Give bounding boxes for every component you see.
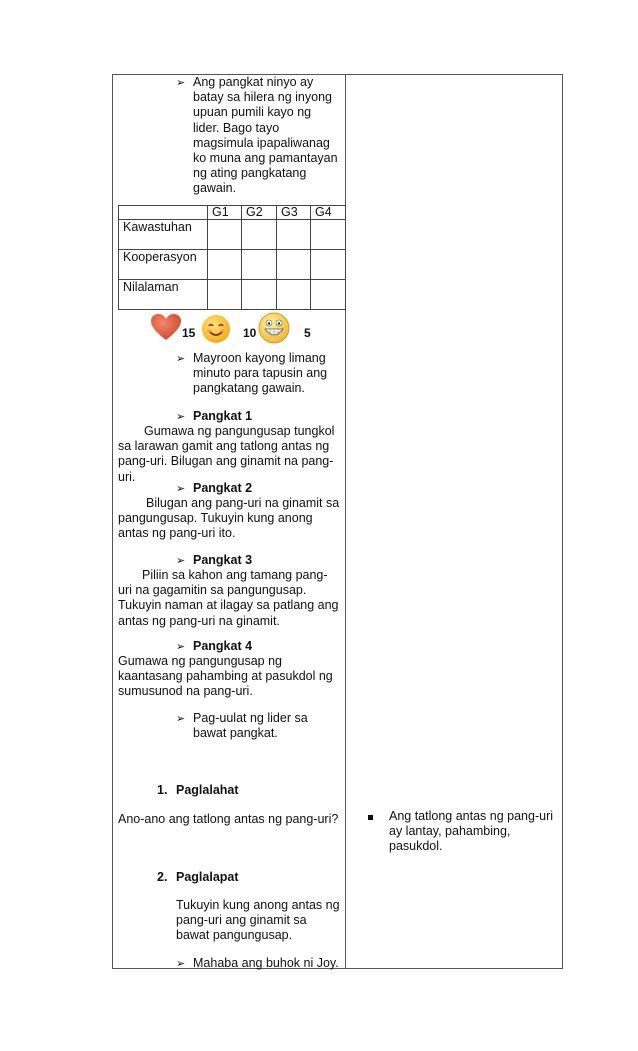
rubric-cell xyxy=(311,220,346,250)
intro-line: ko muna ang pamantayan xyxy=(193,151,338,166)
rubric-cell xyxy=(311,250,346,280)
heart-score: 15 xyxy=(182,326,196,340)
rubric-cell xyxy=(277,250,311,280)
intro-line: batay sa hilera ng inyong xyxy=(193,90,332,105)
rubric-header-cell: G4 xyxy=(311,206,346,220)
group-4-title: Pangkat 4 xyxy=(193,639,253,653)
report-line: bawat pangkat. xyxy=(193,726,278,741)
answer-text xyxy=(389,809,559,855)
group-4-text xyxy=(118,654,343,700)
answer-line: pasukdol. xyxy=(389,839,443,854)
arrow-bullet-icon: ➢ xyxy=(176,411,186,423)
rubric-table xyxy=(118,205,346,310)
arrow-bullet-icon: ➢ xyxy=(176,958,186,970)
arrow-bullet-icon: ➢ xyxy=(176,555,186,567)
rubric-header-cell xyxy=(119,206,208,220)
rubric-cell xyxy=(311,280,346,310)
section-2-number: 2. xyxy=(157,870,168,884)
group-3-text xyxy=(118,568,343,629)
rubric-row xyxy=(119,280,346,310)
group-3-title: Pangkat 3 xyxy=(193,553,253,567)
group-1-title: Pangkat 1 xyxy=(193,409,253,423)
rubric-criterion: Nilalaman xyxy=(119,280,208,310)
rubric-row xyxy=(119,250,346,280)
group-line: antas ng pang-uri na ginamit. xyxy=(118,613,280,628)
group-line: pangungusap. Tukuyin kung anong xyxy=(118,511,313,526)
time-note-line: minuto para tapusin ang xyxy=(193,366,328,381)
intro-line: magsimula ipapaliwanag xyxy=(193,135,330,150)
section-2-line: Tukuyin kung anong antas ng xyxy=(176,898,340,912)
rubric-cell xyxy=(242,250,277,280)
smile-emoji-icon xyxy=(201,314,231,344)
group-line: antas ng pang-uri ito. xyxy=(118,526,236,541)
group-line: Tukuyin naman at ilagay sa patlang ang xyxy=(118,598,339,613)
group-line: Bilugan ang pang-uri na ginamit sa xyxy=(146,496,340,510)
intro-line: upuan pumili kayo ng xyxy=(193,105,312,120)
group-line: kaantasang pahambing at pasukdol ng xyxy=(118,669,333,684)
rubric-criterion: Kooperasyon xyxy=(119,250,208,280)
rubric-cell xyxy=(242,220,277,250)
section-1-title: Paglalahat xyxy=(176,783,239,797)
group-line: sumusunod na pang-uri. xyxy=(118,684,253,699)
square-bullet-icon xyxy=(368,815,373,820)
group-line: pang-uri. Bilugan ang ginamit na pang- xyxy=(118,454,334,469)
group-line: Gumawa ng pangungusap tungkol xyxy=(144,424,335,438)
heart-icon xyxy=(150,313,182,341)
intro-line: ng ating pangkatang xyxy=(193,166,307,181)
time-note xyxy=(193,351,343,397)
intro-line: Ang pangkat ninyo ay xyxy=(193,75,314,89)
arrow-bullet-icon: ➢ xyxy=(176,713,186,725)
arrow-bullet-icon: ➢ xyxy=(176,641,186,653)
arrow-bullet-icon: ➢ xyxy=(176,353,186,365)
grin-emoji-icon xyxy=(258,312,290,344)
group-line: sa larawan gamit ang tatlong antas ng xyxy=(118,439,330,454)
rubric-header-row xyxy=(119,206,346,220)
rubric-cell xyxy=(277,220,311,250)
rubric-cell xyxy=(242,280,277,310)
rubric-header-cell: G3 xyxy=(277,206,311,220)
section-2-title: Paglalapat xyxy=(176,870,239,884)
arrow-bullet-icon: ➢ xyxy=(176,77,186,89)
report-line: Pag-uulat ng lider sa xyxy=(193,711,308,725)
section-1-question: Ano-ano ang tatlong antas ng pang-uri? xyxy=(118,812,339,826)
section-2-line: bawat pangungusap. xyxy=(176,928,293,943)
section-2-text xyxy=(176,898,344,944)
group-line: Piliin sa kahon ang tamang pang- xyxy=(142,568,328,582)
intro-text xyxy=(193,75,343,197)
rubric-row xyxy=(119,220,346,250)
rubric-header-cell: G2 xyxy=(242,206,277,220)
group-line: uri. xyxy=(118,469,136,484)
time-note-line: pangkatang gawain. xyxy=(193,381,305,396)
rubric-header-cell: G1 xyxy=(208,206,242,220)
intro-line: gawain. xyxy=(193,181,237,196)
group-2-text xyxy=(118,496,343,542)
rubric-cell xyxy=(208,280,242,310)
report-text xyxy=(193,711,343,741)
group-line: Gumawa ng pangungusap ng xyxy=(118,654,283,668)
smile-score: 10 xyxy=(243,326,257,340)
section-2-line: pang-uri ang ginamit sa xyxy=(176,913,307,928)
last-item: Mahaba ang buhok ni Joy. xyxy=(193,956,339,970)
group-2-title: Pangkat 2 xyxy=(193,481,253,495)
rubric-cell xyxy=(208,250,242,280)
answer-line: Ang tatlong antas ng pang-uri xyxy=(389,809,554,823)
arrow-bullet-icon: ➢ xyxy=(176,483,186,495)
rubric-criterion: Kawastuhan xyxy=(119,220,208,250)
rubric-cell xyxy=(208,220,242,250)
group-1-text xyxy=(118,424,343,485)
time-note-line: Mayroon kayong limang xyxy=(193,351,326,365)
section-1-number: 1. xyxy=(157,783,168,797)
intro-line: lider. Bago tayo xyxy=(193,120,280,135)
group-line: uri na gagamitin sa pangungusap. xyxy=(118,583,307,598)
grin-score: 5 xyxy=(304,326,311,340)
rubric-cell xyxy=(277,280,311,310)
answer-line: ay lantay, pahambing, xyxy=(389,824,511,839)
